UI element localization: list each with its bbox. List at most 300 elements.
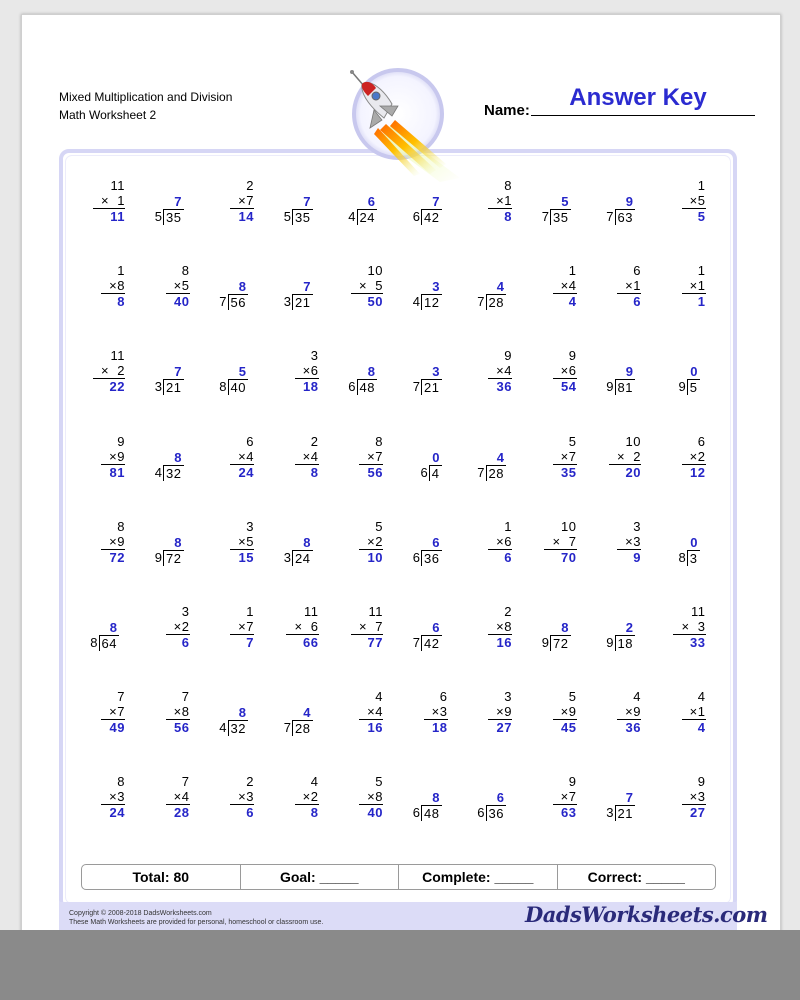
dividend: 35 — [163, 209, 183, 225]
multiplication-problem — [101, 774, 125, 821]
divisor: 7 — [412, 379, 421, 395]
product-answer: 7 — [246, 635, 254, 650]
divisor: 9 — [154, 549, 163, 565]
problem-cell — [587, 685, 651, 770]
problem-cell — [329, 259, 393, 344]
problem-cell — [394, 685, 458, 770]
quotient-answer: 9 — [625, 364, 633, 380]
product-answer: 6 — [633, 294, 641, 310]
problem-cell — [394, 770, 458, 855]
division-problem — [606, 620, 635, 651]
dividend: 21 — [163, 379, 183, 395]
goal-field: Goal: _____ — [241, 865, 400, 889]
multiplier: ×8 — [166, 704, 190, 720]
multiplier: ×3 — [230, 789, 254, 805]
multiplication-problem — [295, 774, 319, 821]
product-answer: 40 — [367, 805, 383, 821]
problem-cell — [136, 685, 200, 770]
quotient-answer: 8 — [561, 620, 569, 635]
dividend: 24 — [357, 209, 377, 225]
division-problem — [155, 194, 184, 225]
problem-cell — [136, 344, 200, 429]
divisor: 7 — [412, 635, 421, 650]
multiplicand: 1 — [697, 263, 706, 279]
problem-cell — [265, 344, 329, 429]
problem-cell — [587, 515, 651, 600]
multiplicand: 11 — [304, 604, 319, 619]
division-problem — [348, 194, 377, 225]
quotient-answer: 5 — [238, 364, 246, 380]
division-problem — [413, 535, 442, 566]
divisor: 6 — [412, 209, 421, 224]
total-count: Total: 80 — [82, 865, 241, 889]
multiplier: ×6 — [295, 363, 319, 379]
dividend: 72 — [550, 635, 570, 651]
quotient-answer: 6 — [432, 534, 440, 550]
quotient-answer: 7 — [432, 194, 440, 209]
multiplication-problem — [166, 604, 190, 651]
product-answer: 14 — [238, 209, 254, 224]
multiplier: ×4 — [359, 704, 383, 720]
division-problem — [284, 279, 313, 310]
division-problem — [155, 450, 184, 481]
problem-cell — [394, 600, 458, 685]
division-row — [606, 805, 635, 821]
multiplication-problem — [351, 263, 383, 310]
multiplier: ×8 — [101, 278, 125, 294]
multiplier: ×5 — [682, 193, 706, 209]
product-answer: 72 — [109, 549, 125, 565]
problem-cell — [652, 344, 716, 429]
multiplication-problem — [230, 519, 254, 566]
problem-cell — [523, 770, 587, 855]
product-answer: 77 — [367, 635, 383, 650]
multiplication-problem — [166, 263, 190, 310]
division-problem — [606, 790, 635, 821]
dividend: 64 — [99, 635, 119, 651]
product-answer: 6 — [181, 635, 190, 650]
division-row — [348, 379, 377, 395]
multiplication-problem — [617, 519, 641, 566]
problem-cell — [136, 174, 200, 259]
problem-cell — [329, 600, 393, 685]
multiplicand: 1 — [117, 263, 125, 279]
divisor: 9 — [606, 635, 614, 650]
multiplier: ×2 — [359, 534, 383, 550]
multiplicand: 11 — [691, 604, 706, 619]
multiplier: × 1 — [93, 193, 125, 209]
multiplier: ×1 — [682, 704, 706, 720]
copyright-text — [69, 909, 323, 927]
division-problem — [413, 620, 442, 651]
complete-field: Complete: _____ — [399, 865, 558, 889]
dividend: 40 — [228, 379, 248, 395]
problem-cell — [652, 259, 716, 344]
division-row — [348, 209, 377, 225]
problem-cell — [200, 344, 264, 429]
dividend: 36 — [486, 805, 506, 821]
product-answer: 35 — [561, 464, 577, 480]
multiplicand: 8 — [117, 518, 125, 534]
multiplication-problem — [553, 434, 577, 481]
product-answer: 16 — [367, 720, 383, 736]
product-answer: 8 — [310, 805, 319, 821]
division-row — [679, 379, 700, 395]
dividend: 48 — [421, 805, 441, 821]
divisor: 4 — [348, 209, 356, 224]
multiplier: ×8 — [359, 789, 383, 805]
division-row — [477, 805, 506, 821]
divisor: 4 — [154, 464, 163, 480]
divisor: 6 — [477, 805, 485, 821]
problem-cell — [265, 515, 329, 600]
problem-cell — [523, 259, 587, 344]
dividend: 32 — [228, 720, 248, 736]
division-problem — [284, 705, 313, 736]
multiplication-problem — [488, 519, 512, 566]
multiplication-problem — [488, 178, 512, 225]
product-answer: 54 — [561, 379, 577, 395]
multiplication-problem — [673, 604, 705, 651]
quotient-answer: 7 — [174, 194, 182, 209]
quotient-answer: 3 — [432, 364, 440, 380]
division-row — [155, 465, 184, 481]
product-answer: 27 — [496, 720, 512, 736]
divisor: 7 — [283, 720, 292, 736]
problem-cell — [394, 174, 458, 259]
problem-cell — [523, 430, 587, 515]
multiplication-problem — [682, 178, 706, 225]
multiplicand: 3 — [504, 689, 512, 705]
divisor: 5 — [154, 209, 163, 224]
divisor: 7 — [477, 294, 485, 310]
quotient-answer: 8 — [174, 449, 182, 465]
multiplication-problem — [286, 604, 318, 651]
division-row — [606, 635, 635, 651]
multiplicand: 5 — [375, 774, 383, 790]
division-problem — [413, 194, 442, 225]
quotient-answer: 8 — [109, 620, 117, 635]
multiplication-problem — [682, 774, 706, 821]
multiplication-problem — [682, 689, 706, 736]
multiplication-problem — [488, 348, 512, 395]
division-problem — [413, 364, 442, 395]
division-problem — [542, 620, 571, 651]
multiplier: ×5 — [230, 534, 254, 550]
problem-cell — [136, 515, 200, 600]
multiplier: ×4 — [166, 789, 190, 805]
multiplication-problem — [553, 263, 577, 310]
multiplicand: 6 — [246, 433, 254, 449]
multiplicand: 5 — [375, 518, 383, 534]
quotient-answer: 7 — [174, 364, 182, 380]
division-problem — [679, 535, 700, 566]
product-answer: 18 — [303, 379, 319, 395]
dividend: 21 — [421, 379, 441, 395]
dividend: 12 — [421, 294, 441, 310]
multiplier: ×4 — [230, 449, 254, 465]
problem-cell — [71, 600, 135, 685]
product-answer: 24 — [109, 805, 125, 821]
multiplication-problem — [351, 604, 383, 651]
problem-cell — [523, 685, 587, 770]
name-label: Name: — [484, 102, 530, 119]
multiplicand: 2 — [246, 774, 254, 790]
division-row — [477, 465, 506, 481]
division-row — [413, 805, 442, 821]
product-answer: 1 — [697, 294, 706, 310]
division-problem — [477, 279, 506, 310]
divisor: 3 — [606, 805, 614, 821]
problem-cell — [458, 430, 522, 515]
quotient-answer: 8 — [238, 279, 246, 295]
product-answer: 66 — [303, 635, 319, 650]
product-answer: 11 — [110, 209, 125, 224]
multiplicand: 3 — [633, 518, 641, 534]
quotient-answer: 2 — [625, 620, 633, 635]
multiplicand: 3 — [310, 348, 319, 364]
multiplicand: 6 — [697, 433, 706, 449]
title-line-2: Math Worksheet 2 — [59, 108, 157, 122]
multiplicand: 10 — [561, 518, 577, 534]
problem-cell — [265, 600, 329, 685]
multiplication-problem — [488, 604, 512, 651]
worksheet-title — [59, 88, 232, 124]
problem-cell — [71, 344, 135, 429]
division-problem — [219, 364, 248, 395]
problem-cell — [587, 259, 651, 344]
division-row — [219, 379, 248, 395]
problem-cell — [200, 515, 264, 600]
multiplier: ×9 — [101, 534, 125, 550]
problem-cell — [71, 770, 135, 855]
division-row — [413, 379, 442, 395]
division-problem — [606, 364, 635, 395]
dividend: 5 — [687, 379, 700, 395]
product-answer: 12 — [690, 464, 706, 480]
multiplier: ×9 — [617, 704, 641, 720]
multiplier: × 6 — [286, 619, 318, 635]
problem-grid — [71, 174, 716, 854]
problem-cell — [458, 770, 522, 855]
copyright-line: Copyright © 2008-2018 DadsWorksheets.com — [69, 910, 212, 917]
product-answer: 28 — [174, 805, 190, 821]
dividend: 35 — [550, 209, 570, 225]
division-row — [155, 379, 184, 395]
multiplication-problem — [101, 689, 125, 736]
multiplier: ×1 — [682, 278, 706, 294]
multiplicand: 9 — [568, 774, 577, 790]
problem-cell — [458, 259, 522, 344]
division-problem — [679, 364, 700, 395]
division-problem — [219, 279, 248, 310]
dividend: 32 — [163, 465, 183, 481]
multiplication-problem — [553, 348, 577, 395]
multiplier: × 2 — [93, 363, 125, 379]
divisor: 7 — [477, 464, 485, 480]
division-problem — [542, 194, 571, 225]
dividend: 56 — [228, 294, 248, 310]
division-row — [413, 294, 442, 310]
product-answer: 36 — [496, 379, 512, 395]
division-row — [477, 294, 506, 310]
multiplicand: 1 — [568, 263, 577, 279]
multiplication-problem — [682, 434, 706, 481]
multiplicand: 2 — [504, 604, 512, 619]
division-row — [413, 550, 442, 566]
dividend: 36 — [421, 550, 441, 566]
multiplier: ×1 — [488, 193, 512, 209]
problem-cell — [458, 515, 522, 600]
problem-cell — [652, 174, 716, 259]
problem-cell — [587, 344, 651, 429]
multiplicand: 3 — [246, 518, 254, 534]
multiplier: ×7 — [553, 789, 577, 805]
problem-cell — [458, 600, 522, 685]
multiplicand: 4 — [310, 774, 319, 790]
problem-cell — [394, 259, 458, 344]
dividend: 35 — [292, 209, 312, 225]
multiplicand: 8 — [117, 774, 125, 790]
division-row — [219, 294, 248, 310]
divisor: 6 — [348, 379, 356, 395]
division-row — [284, 294, 313, 310]
multiplication-problem — [166, 774, 190, 821]
divisor: 6 — [420, 464, 428, 480]
division-problem — [606, 194, 635, 225]
dividend: 28 — [486, 294, 506, 310]
problem-cell — [329, 685, 393, 770]
quotient-answer: 3 — [432, 279, 440, 295]
product-answer: 45 — [561, 720, 577, 736]
divisor: 4 — [219, 720, 227, 736]
multiplication-problem — [359, 774, 383, 821]
problem-cell — [71, 174, 135, 259]
usage-line: These Math Worksheets are provided for personal, homeschool or classroom use. — [69, 919, 324, 926]
divisor: 8 — [219, 379, 227, 395]
product-answer: 56 — [174, 720, 190, 736]
quotient-answer: 0 — [432, 449, 440, 465]
multiplicand: 1 — [697, 178, 706, 193]
product-answer: 40 — [174, 294, 190, 310]
problem-cell — [329, 344, 393, 429]
multiplication-problem — [544, 519, 576, 566]
quotient-answer: 8 — [174, 534, 182, 550]
dividend: 72 — [163, 550, 183, 566]
divisor: 6 — [412, 549, 421, 565]
multiplier: ×7 — [101, 704, 125, 720]
divisor: 6 — [412, 805, 421, 821]
multiplier: ×4 — [488, 363, 512, 379]
multiplicand: 11 — [110, 348, 125, 364]
multiplication-problem — [488, 689, 512, 736]
multiplication-problem — [101, 519, 125, 566]
multiplier: ×8 — [488, 619, 512, 635]
correct-field: Correct: _____ — [587, 869, 685, 885]
division-problem — [477, 450, 506, 481]
rocket-icon — [340, 66, 470, 182]
answer-key-label: Answer Key — [569, 84, 707, 111]
quotient-answer: 4 — [496, 279, 504, 295]
multiplication-problem — [617, 689, 641, 736]
division-row — [413, 209, 442, 225]
multiplication-problem — [553, 689, 577, 736]
multiplication-problem — [295, 434, 319, 481]
division-problem — [90, 620, 119, 651]
multiplicand: 7 — [181, 689, 190, 705]
divisor: 9 — [541, 635, 550, 650]
problem-cell — [652, 600, 716, 685]
product-answer: 36 — [625, 720, 641, 736]
multiplicand: 7 — [181, 774, 190, 790]
division-problem — [155, 535, 184, 566]
product-answer: 8 — [504, 209, 512, 224]
multiplier: × 7 — [544, 534, 576, 550]
multiplication-problem — [682, 263, 706, 310]
problem-cell — [200, 174, 264, 259]
problem-cell — [458, 174, 522, 259]
multiplicand: 9 — [568, 348, 577, 364]
multiplicand: 1 — [246, 604, 254, 619]
divisor: 5 — [283, 209, 292, 224]
product-answer: 56 — [367, 464, 383, 480]
multiplication-problem — [424, 689, 448, 736]
problem-cell — [265, 174, 329, 259]
score-box — [81, 864, 716, 890]
product-answer: 81 — [109, 464, 125, 480]
quotient-answer: 0 — [690, 364, 698, 380]
multiplier: ×3 — [424, 704, 448, 720]
problem-cell — [71, 685, 135, 770]
multiplier: ×6 — [488, 534, 512, 550]
problem-cell — [587, 174, 651, 259]
multiplier: ×7 — [359, 449, 383, 465]
quotient-answer: 5 — [561, 194, 569, 209]
problem-cell — [329, 430, 393, 515]
multiplication-problem — [230, 434, 254, 481]
product-answer: 4 — [568, 294, 577, 310]
quotient-answer: 6 — [367, 194, 375, 209]
problem-cell — [265, 430, 329, 515]
multiplier: × 2 — [609, 449, 641, 465]
multiplier: ×4 — [295, 449, 319, 465]
multiplicand: 11 — [110, 178, 125, 193]
multiplicand: 5 — [568, 433, 577, 449]
problem-cell — [200, 259, 264, 344]
division-row — [413, 635, 442, 651]
multiplier: ×7 — [230, 193, 254, 209]
problem-cell — [136, 430, 200, 515]
problem-cell — [265, 770, 329, 855]
multiplicand: 8 — [375, 433, 383, 449]
problem-cell — [458, 685, 522, 770]
problem-cell — [523, 515, 587, 600]
division-row — [155, 209, 184, 225]
product-answer: 15 — [238, 549, 254, 565]
product-answer: 18 — [432, 720, 448, 736]
division-row — [606, 379, 635, 395]
problem-cell — [523, 174, 587, 259]
dadsworksheets-logo: DadsWorksheets.com — [525, 902, 768, 927]
product-answer: 27 — [690, 805, 706, 821]
product-answer: 20 — [625, 464, 641, 480]
multiplication-problem — [93, 178, 125, 225]
division-row — [542, 209, 571, 225]
quotient-answer: 7 — [303, 194, 311, 209]
product-answer: 70 — [561, 549, 577, 565]
multiplication-problem — [101, 263, 125, 310]
dividend: 18 — [615, 635, 635, 651]
